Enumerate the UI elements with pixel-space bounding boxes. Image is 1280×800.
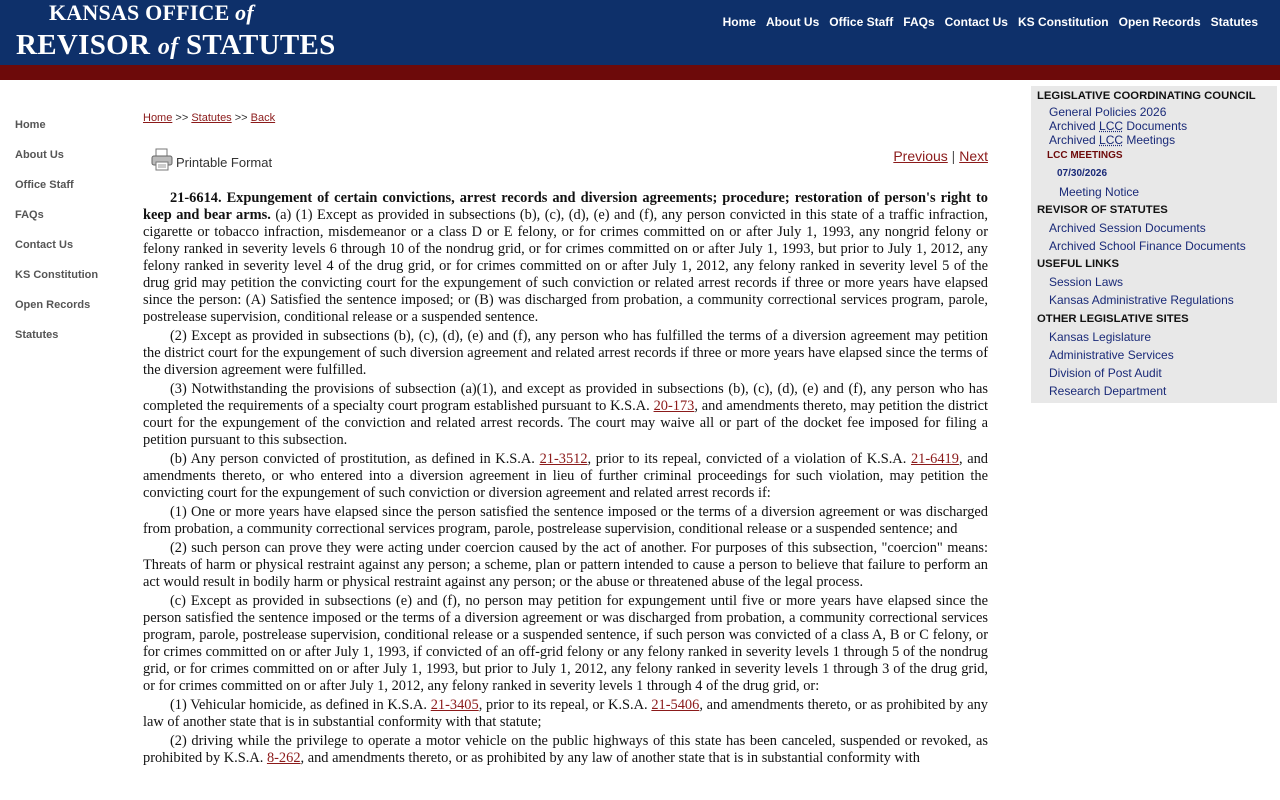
statute-paragraph — [143, 451, 988, 502]
sidebar-link-archived-school-finance[interactable]: Archived School Finance Documents — [1049, 239, 1246, 253]
leftnav-home[interactable]: Home — [15, 119, 46, 131]
topnav-contact-us[interactable]: Contact Us — [944, 15, 1008, 29]
printable-format-label: Printable Format — [176, 155, 273, 170]
link-text: Documents — [1126, 119, 1188, 133]
logo-text-3: REVISOR — [16, 29, 151, 61]
link-text: Archived — [1049, 133, 1096, 147]
topnav-statutes[interactable]: Statutes — [1210, 15, 1258, 29]
breadcrumb-statutes[interactable]: Statutes — [191, 112, 232, 124]
sidebar-link-archived-lcc-documents[interactable] — [1049, 119, 1187, 133]
statute-content — [143, 190, 988, 769]
statute-text: , prior to its repeal, convicted of a violation of K.S.A. — [587, 451, 907, 467]
sidebar-link-archived-session-documents[interactable]: Archived Session Documents — [1049, 221, 1206, 235]
sidebar-heading-useful-links: USEFUL LINKS — [1037, 258, 1120, 270]
sidebar-link-meeting-notice[interactable]: Meeting Notice — [1059, 185, 1140, 199]
topnav-ks-constitution[interactable]: KS Constitution — [1017, 15, 1109, 29]
statute-paragraph: (2) Except as provided in subsections (b), (c), (d), (e) and (f), any person who has fulfilled the terms of a diversion agreement may petition the district court for the expungement of such diversion agreement and related arrest records if three or more years have elapsed since the terms of the diversion agreement were fulfilled. — [143, 328, 988, 378]
leftnav-office-staff[interactable]: Office Staff — [15, 179, 74, 191]
site-header — [0, 0, 1280, 65]
logo-text-2: of — [235, 0, 254, 25]
sidebar-link-research-department[interactable]: Research Department — [1049, 384, 1167, 398]
statute-text: , prior to its repeal, or K.S.A. — [478, 697, 648, 713]
breadcrumb-home[interactable]: Home — [143, 112, 173, 124]
statute-text: , and amendments thereto, or as prohibited by any law of another state that is in substantial conformity with — [300, 750, 920, 766]
previous-link[interactable]: Previous — [893, 148, 948, 164]
statute-paragraph — [143, 697, 988, 731]
top-navigation — [713, 15, 1258, 29]
logo-text-4: of — [157, 34, 179, 60]
sidebar-heading-revisor: REVISOR OF STATUTES — [1037, 204, 1168, 216]
leftnav-statutes[interactable]: Statutes — [15, 329, 59, 341]
statute-link-21-5406[interactable]: 21-5406 — [651, 697, 700, 713]
statute-paragraph: (c) Except as provided in subsections (e) and (f), no person may petition for expungement until five or more years have elapsed since the person satisfied the sentence imposed or the terms of a diversion agreement or was discharged from probation, a community correctional services program, parole, postrelease supervision, conditional release or a suspended sentence, if such person was convicted of a class A, B or C felony, or for crimes committed on or after July 1, 1993, if convicted of an off-grid felony or any felony ranked in severity levels 1 through 5 of the nondrug grid, or for crimes committed on or after July 1, 1993, but prior to July 1, 2012, any felony ranked in severity levels 1 through 3 of the drug grid, or for crimes committed on or after July 1, 2012, any felony ranked in severity levels 1 through 4 of the drug grid, or: — [143, 593, 988, 694]
topnav-home[interactable]: Home — [722, 15, 756, 29]
statute-link-20-173[interactable]: 20-173 — [653, 398, 695, 414]
topnav-faqs[interactable]: FAQs — [903, 15, 935, 29]
sidebar-link-post-audit[interactable]: Division of Post Audit — [1049, 366, 1162, 380]
topnav-open-records[interactable]: Open Records — [1118, 15, 1201, 29]
breadcrumb — [143, 112, 275, 124]
next-link[interactable]: Next — [959, 148, 988, 164]
sidebar-heading-lcc: LEGISLATIVE COORDINATING COUNCIL — [1037, 90, 1256, 102]
header-accent-strip — [0, 65, 1280, 80]
statute-paragraph — [143, 733, 988, 767]
prev-next-navigation — [893, 148, 988, 164]
link-text: Meetings — [1126, 133, 1176, 147]
statute-text: (3) Notwithstanding the provisions of subsection (a)(1), and except as provided in subsections (b), (c), (d), (e) and (f), any person who has completed the requirements of a specialty court program established pursuant to K.S.A. — [143, 381, 988, 414]
leftnav-about-us[interactable]: About Us — [15, 149, 64, 161]
sidebar-meeting-date: 07/30/2026 — [1057, 168, 1108, 179]
statute-text: , and amendments thereto, or as prohibited by any law of another state that is in substantial conformity with that statute; — [143, 697, 988, 730]
statute-paragraph: (2) such person can prove they were acting under coercion caused by the act of another. For purposes of this subsection, "coercion" means: Threats of harm or physical restraint against any person; a scheme, plan or pattern intended to cause a person to believe that failure to perform an act would result in bodily harm or physical restraint against any person; or the abuse or threatened abuse of the legal process. — [143, 540, 988, 590]
topnav-office-staff[interactable]: Office Staff — [829, 15, 894, 29]
leftnav-contact-us[interactable]: Contact Us — [15, 239, 74, 251]
printable-format-link[interactable] — [151, 148, 272, 170]
breadcrumb-separator: >> — [234, 112, 248, 124]
statute-title: 21-6614. Expungement of certain convictions, arrest records and diversion agreements; procedure; restoration of person's right to keep and bear arms. — [143, 190, 988, 223]
sidebar-link-administrative-services[interactable]: Administrative Services — [1049, 348, 1174, 362]
statute-text: , and amendments thereto, may petition the district court for the expungement of the conviction and related arrest records. The court may waive all or part of the docket fee imposed for filing a petition pursuant to this subsection. — [143, 398, 988, 448]
breadcrumb-separator: >> — [175, 112, 189, 124]
left-navigation — [15, 118, 135, 358]
statute-link-21-6419[interactable]: 21-6419 — [910, 451, 959, 467]
statute-text: , and amendments thereto, or who entered into a diversion agreement in lieu of further criminal proceedings for such violation, may petition the convicting court for the expungement of such conviction or diversion agreement and related arrest records if: — [143, 451, 988, 501]
sidebar-subheading-lcc-meetings: LCC MEETINGS — [1047, 150, 1123, 161]
sidebar-link-session-laws[interactable]: Session Laws — [1049, 275, 1124, 289]
topnav-about-us[interactable]: About Us — [765, 15, 820, 29]
printer-icon — [151, 148, 173, 170]
right-sidebar — [1031, 86, 1277, 403]
sidebar-link-archived-lcc-meetings[interactable] — [1049, 133, 1175, 147]
leftnav-faqs[interactable]: FAQs — [15, 209, 44, 221]
statute-link-8-262[interactable]: 8-262 — [266, 750, 301, 766]
sidebar-link-kansas-admin-regulations[interactable]: Kansas Administrative Regulations — [1049, 293, 1234, 307]
logo-text-1: KANSAS OFFICE — [49, 0, 230, 25]
statute-text: (b) Any person convicted of prostitution, as defined in K.S.A. — [170, 451, 535, 467]
link-text: Archived — [1049, 119, 1096, 133]
logo-text-5: STATUTES — [185, 29, 336, 61]
statute-paragraph: (1) One or more years have elapsed since the person satisfied the sentence imposed or the terms of a diversion agreement or was discharged from probation, a community correctional services program, parole, postrelease supervision, conditional release or a suspended sentence; and — [143, 504, 988, 537]
statute-text: (2) driving while the privilege to operate a motor vehicle on the public highways of this state has been canceled, suspended or revoked, as prohibited by K.S.A. — [143, 733, 988, 766]
statute-text: (a) (1) Except as provided in subsections (b), (c), (d), (e) and (f), any person convicted in this state of a traffic infraction, cigarette or tobacco infraction, misdemeanor or a class D or E felony, or for crimes committed on or after July 1, 1993, any nongrid felony or felony ranked in severity levels 6 through 10 of the nondrug grid, or for crimes committed on or after July 1, 1993, but prior to July 1, 2012, any felony ranked in severity level 4 of the drug grid, or for crimes committed on or after July 1, 2012, any felony ranked in severity level 5 of the drug grid may petition the convicting court for the expungement of such conviction or related arrest records if three or more years have elapsed since the person: (A) Satisfied the sentence imposed; or (B) was discharged from probation, a community correctional services program, parole, postrelease supervision, conditional release or a suspended sentence. — [143, 207, 989, 325]
breadcrumb-back[interactable]: Back — [250, 112, 276, 124]
sidebar-link-kansas-legislature[interactable]: Kansas Legislature — [1049, 330, 1152, 344]
statute-link-21-3405[interactable]: 21-3405 — [430, 697, 479, 713]
sidebar-heading-other-sites: OTHER LEGISLATIVE SITES — [1037, 313, 1189, 325]
lcc-abbr: LCC — [1099, 119, 1124, 133]
leftnav-open-records[interactable]: Open Records — [15, 299, 91, 311]
statute-text: (1) Vehicular homicide, as defined in K.S.A. — [170, 697, 427, 713]
statute-paragraph — [143, 190, 988, 326]
statute-link-21-3512[interactable]: 21-3512 — [539, 451, 588, 467]
lcc-abbr: LCC — [1099, 133, 1124, 147]
sidebar-link-general-policies[interactable]: General Policies 2026 — [1049, 105, 1167, 119]
statute-paragraph — [143, 381, 988, 449]
prev-next-separator: | — [951, 148, 956, 164]
leftnav-ks-constitution[interactable]: KS Constitution — [15, 269, 99, 281]
